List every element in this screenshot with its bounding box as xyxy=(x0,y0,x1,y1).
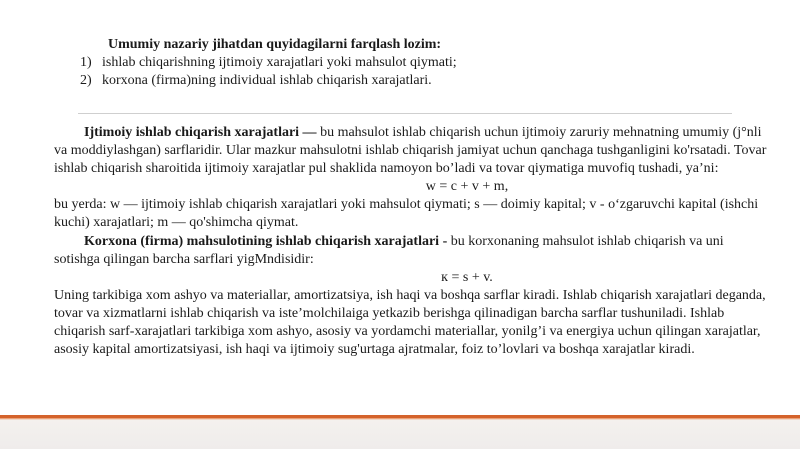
list-number: 2) xyxy=(80,73,92,88)
paragraph-legend: bu yerda: w — ijtimoiy ishlab chiqarish xarajatlari yoki mahsulot qiymati; s — doimiy kapital; v - o‘zgaruvchi kapital (ishchi kuchi) xarajatlari; m — qo'shimcha qiymat. xyxy=(54,197,759,231)
paragraph-text: bu korxonaning mahsulot ishlab chiqarish va uni sotishga qilingan barcha sarflari yigMndisidir: xyxy=(54,233,724,267)
list-item xyxy=(80,54,457,72)
body-text xyxy=(54,124,770,359)
numbered-list xyxy=(80,54,457,90)
divider-line xyxy=(78,113,732,114)
footer-bar xyxy=(0,415,800,449)
list-item-text: ishlab chiqarishning ijtimoiy xarajatlari yoki mahsulot qiymati; xyxy=(102,55,457,70)
paragraph-composition: Uning tarkibiga xom ashyo va materiallar, amortizatsiya, ish haqi va boshqa sarflar kiradi. Ishlab chiqarish xarajatlari deganda, tovar va xizmatlarni ishlab chiqarish va iste’molchilaiga yetkazib berishga qilinadigan barcha sarflar tushuniladi. Ishlab chiqarish sarf-xarajatlari tarkibiga xom ashyo, asosiy va yordamchi materiallar, yonilg’i va energiya uchun qilingan xarajatlar, asosiy kapital amortizatsiyasi, ish haqi va ijtimoiy sug'urtaga ajratmalar, foiz to’lovlari va boshqa xarajatlar kiradi. xyxy=(54,287,766,358)
formula-cost: к = s + v. xyxy=(441,269,493,285)
list-item xyxy=(80,72,457,90)
term-social-costs: Ijtimoiy ishlab chiqarish xarajatlari — xyxy=(84,125,317,140)
list-item-text: korxona (firma)ning individual ishlab chiqarish xarajatlari. xyxy=(102,73,432,88)
term-firm-costs: Korxona (firma) mahsulotining ishlab chiqarish xarajatlari - xyxy=(84,233,448,249)
list-number: 1) xyxy=(80,55,92,70)
section-heading: Umumiy nazariy jihatdan quyidagilarni farqlash lozim: xyxy=(108,37,442,52)
footer-accent-line xyxy=(0,415,800,418)
formula-value: w = c + v + m, xyxy=(425,179,509,195)
paragraph-social-costs xyxy=(54,124,770,178)
paragraph-text: bu mahsulot ishlab chiqarish uchun ijtimoiy zaruriy mehnatning umumiy (j°nli va moddiylashgan) sarflaridir. Ular mazkur mahsulotni ishlab chiqarish jamiyat uchun qanchaga tushganligini ko'rsatadi. Tovar ishlab chiqarish sharoitida ijtimoiy xarajatlar pul shaklida namoyon bo’ladi va tovar qiymatiga muvofiq tushadi, ya’ni: xyxy=(54,125,767,177)
paragraph-firm-costs xyxy=(54,233,770,269)
